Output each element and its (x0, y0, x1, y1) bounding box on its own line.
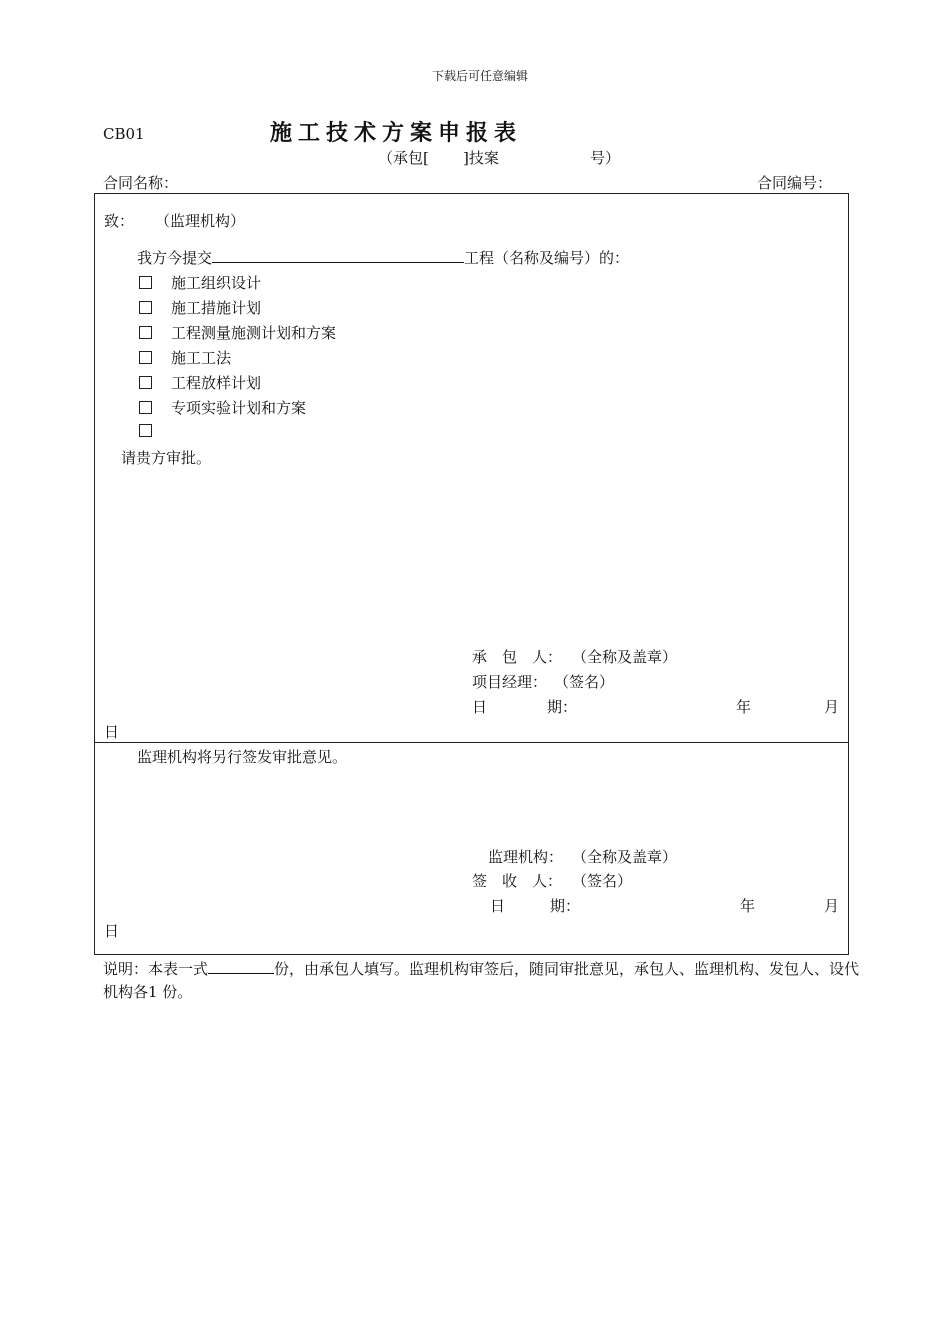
option-item[interactable] (139, 272, 261, 293)
subtitle-part2: ]技案 (463, 149, 499, 167)
opinion-text: 监理机构将另行签发审批意见。 (137, 748, 348, 766)
contract-name-label: 合同名称： (103, 174, 179, 192)
date-label: 日 期： (472, 698, 578, 716)
copies-field[interactable] (208, 959, 274, 974)
footer-note-prefix: 说明：本表一式 (103, 960, 209, 978)
footer-note (103, 958, 863, 1004)
submit-line (137, 247, 629, 268)
checkbox[interactable] (139, 401, 152, 414)
request-text: 请贵方审批。 (121, 449, 212, 467)
pm-label: 项目经理： (472, 673, 548, 691)
page-title: 施工技术方案申报表 (270, 121, 523, 146)
contractor-value: （全称及盖章） (572, 648, 678, 666)
date-month: 月 (824, 698, 840, 716)
date-label: 日 期： (490, 897, 581, 915)
submit-suffix: 工程（名称及编号）的： (464, 249, 630, 267)
header-note: 下载后可任意编辑 (431, 69, 528, 83)
contractor-label: 承 包 人： (472, 648, 563, 666)
option-item[interactable] (139, 422, 171, 440)
checkbox[interactable] (139, 424, 152, 437)
option-label: 施工工法 (171, 349, 232, 367)
subtitle-part3: 号） (590, 149, 621, 167)
supervisor-section (94, 742, 849, 955)
checkbox[interactable] (139, 351, 152, 364)
date-year: 年 (740, 897, 756, 915)
footer-note-suffix: 份，由承包人填写。监理机构审签后，随同审批意见，承包人、监理机构、发包人、设代机构各1 份。 (103, 960, 860, 1001)
to-value: （监理机构） (155, 212, 246, 230)
checkbox[interactable] (139, 276, 152, 289)
org-label: 监理机构： (488, 848, 564, 866)
option-item[interactable] (139, 397, 306, 418)
option-label: 施工措施计划 (171, 299, 262, 317)
date-month: 月 (824, 897, 840, 915)
option-label: 专项实验计划和方案 (171, 399, 307, 417)
pm-value: （签名） (554, 673, 615, 691)
date-day: 日 (104, 922, 120, 940)
form-code: CB01 (103, 125, 145, 143)
receiver-label: 签 收 人： (472, 872, 563, 890)
contract-no-label: 合同编号： (757, 174, 833, 192)
subtitle-part1: （承包[ (378, 149, 429, 167)
project-name-field[interactable] (212, 248, 464, 263)
checkbox[interactable] (139, 376, 152, 389)
option-item[interactable] (139, 297, 261, 318)
date-year: 年 (736, 698, 752, 716)
receiver-value: （签名） (572, 872, 633, 890)
option-item[interactable] (139, 322, 336, 343)
checkbox[interactable] (139, 326, 152, 339)
submit-prefix: 我方今提交 (137, 249, 213, 267)
application-section (94, 193, 849, 743)
option-label: 工程放样计划 (171, 374, 262, 392)
to-label: 致： (104, 212, 135, 230)
date-day: 日 (104, 723, 120, 741)
option-label: 工程测量施测计划和方案 (171, 324, 337, 342)
org-value: （全称及盖章） (572, 848, 678, 866)
checkbox[interactable] (139, 301, 152, 314)
option-item[interactable] (139, 372, 261, 393)
option-item[interactable] (139, 347, 231, 368)
option-label: 施工组织设计 (171, 274, 262, 292)
